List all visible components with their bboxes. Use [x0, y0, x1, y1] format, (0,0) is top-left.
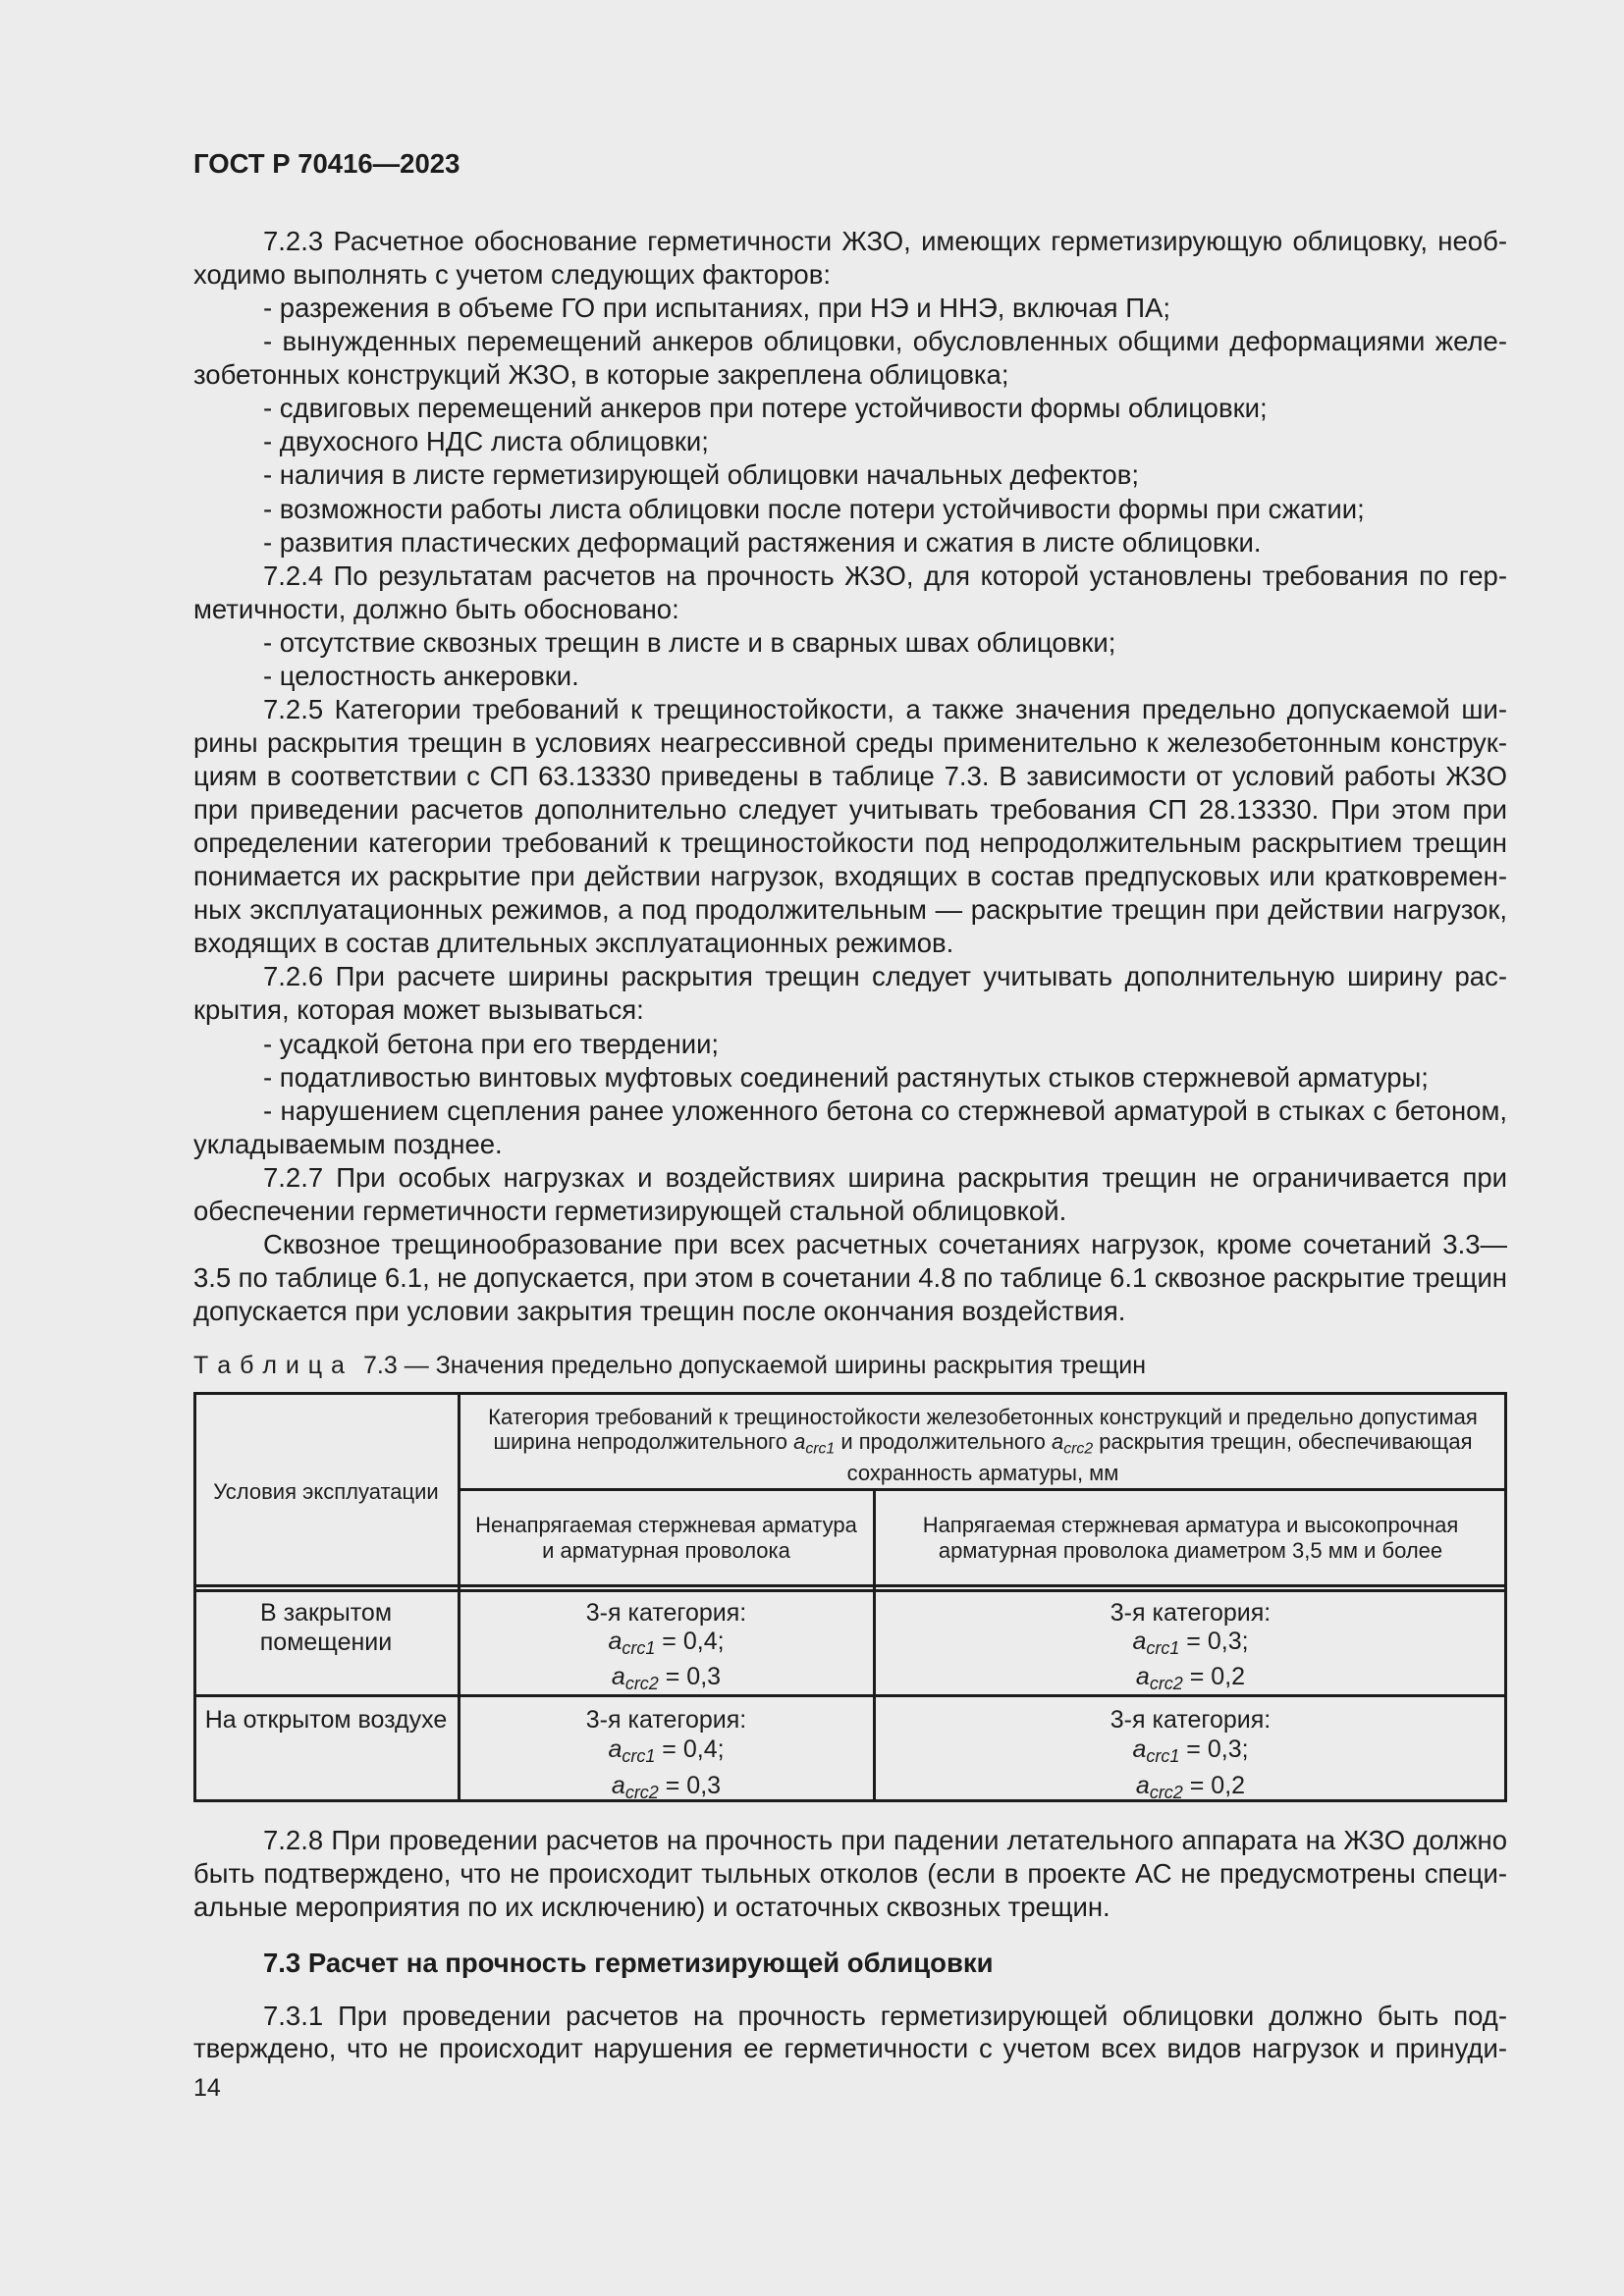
table-caption-label: Т а б л и ц а: [193, 1352, 346, 1379]
symbol-a: a: [793, 1429, 806, 1454]
paragraph-line: циям в соответствии с СП 63.13330 приведены в таблице 7.3. В зависимости от условий работы ЖЗО: [193, 761, 1507, 791]
acrc1-value: = 0,3;: [1186, 1735, 1249, 1763]
list-item-line: - усадкой бетона при его твердении;: [263, 1028, 720, 1059]
category-label: 3-я категория:: [585, 1599, 747, 1627]
cell-line: помещении: [259, 1628, 393, 1656]
table-header-double-rule: [193, 1584, 1507, 1587]
list-item-line: - нарушением сцепления ранее уложенного бетона со стержневой арматурой в стыках с бетоном,: [263, 1095, 1507, 1126]
acrc2-line: [459, 1772, 874, 1808]
paragraph-line: ных эксплуатационных режимов, а под продолжительным — раскрытие трещин при действии нагрузок,: [193, 894, 1507, 926]
acrc2-value: = 0,3: [665, 1663, 722, 1691]
paragraph-line: 7.2.7 При особых нагрузках и воздействиях ширина раскрытия трещин не ограничивается при: [263, 1161, 1507, 1193]
table-header-double-rule: [193, 1589, 1507, 1592]
paragraph-line: входящих в состав длительных эксплуатационных режимов.: [193, 928, 954, 959]
list-item-line: - отсутствие сквозных трещин в листе и в сварных швах облицовки;: [263, 626, 1116, 658]
acrc1-value: = 0,4;: [662, 1628, 725, 1655]
category-label: 3-я категория:: [1110, 1706, 1272, 1734]
acrc1-value: = 0,4;: [662, 1735, 725, 1763]
symbol-a: a: [1135, 1663, 1150, 1691]
list-item-line: - разрежения в объеме ГО при испытаниях, при НЭ и ННЭ, включая ПА;: [263, 293, 1170, 324]
acrc1-line: [459, 1735, 874, 1772]
paragraph-line: 7.2.4 По результатам расчетов на прочность ЖЗО, для которой установлены требования по гер-: [263, 560, 1507, 591]
acrc1-line: [459, 1628, 874, 1663]
list-item-line: - вынужденных перемещений анкеров облицовки, обусловленных общими деформациями желе-: [263, 326, 1507, 357]
paragraph-line: альные мероприятия по их исключению) и остаточных сквозных трещин.: [193, 1892, 1110, 1923]
acrc2-value: = 0,3: [665, 1771, 722, 1799]
paragraph-line: обеспечении герметичности герметизирующей стальной облицовкой.: [193, 1195, 1067, 1226]
acrc2-line: [874, 1772, 1507, 1808]
subscript-crc1: crc1: [1146, 1638, 1180, 1659]
list-item-line: зобетонных конструкций ЖЗО, в которые закреплена облицовка;: [193, 359, 1009, 391]
paragraph-line: метичности, должно быть обосновано:: [193, 593, 679, 624]
cell-indoor-non-prestressed: [459, 1599, 874, 1698]
paragraph-line: 7.2.3 Расчетное обоснование герметичности ЖЗО, имеющих герметизирующую облицовку, необ-: [263, 226, 1507, 256]
subscript-crc2: crc2: [1063, 1440, 1094, 1458]
header-line: [459, 1429, 1507, 1461]
list-item-line: укладываемым позднее.: [193, 1128, 503, 1159]
subscript-crc1: crc1: [622, 1638, 656, 1659]
row-condition-indoor: [193, 1599, 459, 1657]
paragraph-line: быть подтверждено, что не происходит тыльных отколов (если в проекте АС не предусмотрены специ-: [193, 1858, 1507, 1890]
subscript-crc2: crc2: [624, 1782, 659, 1802]
header-line: и арматурная проволока: [542, 1537, 790, 1563]
paragraph-line: крытия, которая может вызываться:: [193, 994, 644, 1026]
header-text: ширина непродолжительного: [493, 1429, 787, 1454]
paragraph-line: 3.5 по таблице 6.1, не допускается, при этом в сочетании 4.8 по таблице 6.1 сквозное раскрытие трещин: [193, 1261, 1507, 1293]
page-number: 14: [193, 2074, 221, 2102]
table-caption-title: 7.3 — Значения предельно допускаемой ширины раскрытия трещин: [363, 1352, 1147, 1379]
column-header-non-prestressed: [459, 1513, 874, 1563]
list-item-line: - сдвиговых перемещений анкеров при потере устойчивости формы облицовки;: [263, 393, 1268, 424]
paragraph-line: 7.3.1 При проведении расчетов на прочность герметизирующей облицовки должно быть под-: [263, 2001, 1507, 2031]
column-header-prestressed: [874, 1513, 1507, 1563]
acrc2-line: [459, 1663, 874, 1698]
list-item-line: - двухосного НДС листа облицовки;: [263, 426, 709, 457]
subscript-crc1: crc1: [622, 1745, 656, 1766]
symbol-a: a: [611, 1663, 625, 1691]
acrc1-line: [874, 1735, 1507, 1772]
symbol-a: a: [608, 1628, 623, 1655]
section-heading: 7.3 Расчет на прочность герметизирующей облицовки: [263, 1948, 994, 1978]
acrc1-line: [874, 1628, 1507, 1663]
paragraph-line: допускается при условии закрытия трещин после окончания воздействия.: [193, 1296, 1126, 1326]
symbol-a: a: [611, 1771, 625, 1799]
column-header-conditions: Условия эксплуатации: [213, 1479, 439, 1504]
paragraph-line: ходимо выполнять с учетом следующих факторов:: [193, 259, 831, 291]
list-item-line: - наличия в листе герметизирующей облицовки начальных дефектов;: [263, 459, 1139, 491]
paragraph-line: 7.2.6 При расчете ширины раскрытия трещин следует учитывать дополнительную ширину рас-: [263, 961, 1507, 992]
subscript-crc2: crc2: [624, 1674, 659, 1694]
header-line: Категория требований к трещиностойкости железобетонных конструкций и предельно допустимая: [488, 1405, 1478, 1429]
list-item-line: - целостность анкеровки.: [263, 660, 579, 691]
clause-7-3-1: [193, 2000, 1507, 2064]
header-line: сохранность арматуры, мм: [846, 1461, 1119, 1486]
cell-line: На открытом воздухе: [204, 1706, 448, 1734]
list-item-line: - развития пластических деформаций растяжения и сжатия в листе облицовки.: [263, 526, 1262, 558]
subscript-crc2: crc2: [1149, 1674, 1183, 1694]
symbol-a: a: [1051, 1429, 1064, 1454]
header-line: арматурная проволока диаметром 3,5 мм и более: [938, 1537, 1443, 1563]
document-designation: ГОСТ Р 70416—2023: [193, 148, 460, 179]
paragraph-line: Сквозное трещинообразование при всех расчетных сочетаниях нагрузок, кроме сочетаний 3.3—: [263, 1228, 1507, 1259]
table-rule-horizontal: [459, 1488, 1507, 1491]
subscript-crc1: crc1: [1146, 1745, 1180, 1766]
paragraph-line: понимается их раскрытие при действии нагрузок, входящих в состав предпусковых или кратковремен-: [193, 861, 1507, 892]
cell-line: В закрытом: [259, 1599, 393, 1627]
acrc1-value: = 0,3;: [1186, 1628, 1249, 1655]
paragraph-line: 7.2.8 При проведении расчетов на прочность при падении летательного аппарата на ЖЗО должно: [263, 1825, 1507, 1855]
list-item-line: - возможности работы листа облицовки после потери устойчивости формы при сжатии;: [263, 493, 1365, 524]
paragraph-line: рины раскрытия трещин в условиях неагрессивной среды применительно к железобетонным конструк-: [193, 726, 1507, 758]
subscript-crc1: crc1: [805, 1440, 836, 1458]
acrc2-line: [874, 1663, 1507, 1698]
symbol-a: a: [608, 1735, 623, 1763]
paragraph-line: определении категории требований к трещиностойкости под непродолжительным раскрытием трещин: [193, 828, 1507, 859]
subscript-crc2: crc2: [1149, 1782, 1183, 1802]
clauses-7-2-3-to-7-2-7: [193, 225, 1507, 1328]
symbol-a: a: [1132, 1735, 1147, 1763]
paragraph-line: 7.2.5 Категории требований к трещиностойкости, а также значения предельно допускаемой ши-: [263, 693, 1507, 724]
header-line: Ненапрягаемая стержневая арматура: [475, 1513, 857, 1537]
paragraph-line: тверждено, что не происходит нарушения ее герметичности с учетом всех видов нагрузок и принуди-: [193, 2033, 1507, 2063]
column-header-requirements: [459, 1405, 1507, 1485]
row-condition-outdoor: [193, 1706, 459, 1735]
list-item-line: - податливостью винтовых муфтовых соединений растянутых стыков стержневой арматуры;: [263, 1061, 1429, 1093]
symbol-a: a: [1135, 1771, 1150, 1799]
paragraph-line: при приведении расчетов дополнительно следует учитывать требования СП 28.13330. При этом при: [193, 794, 1507, 826]
category-label: 3-я категория:: [1110, 1599, 1272, 1627]
cell-outdoor-non-prestressed: [459, 1706, 874, 1807]
cell-indoor-prestressed: [874, 1599, 1507, 1698]
acrc2-value: = 0,2: [1189, 1663, 1246, 1691]
header-text: и продолжительного: [840, 1429, 1046, 1454]
header-line: Напрягаемая стержневая арматура и высокопрочная: [922, 1513, 1459, 1537]
symbol-a: a: [1132, 1628, 1147, 1655]
acrc2-value: = 0,2: [1189, 1771, 1246, 1799]
category-label: 3-я категория:: [585, 1706, 747, 1734]
cell-outdoor-prestressed: [874, 1706, 1507, 1807]
header-text: раскрытия трещин, обеспечивающая: [1099, 1429, 1473, 1454]
clause-7-2-8: [193, 1824, 1507, 1924]
